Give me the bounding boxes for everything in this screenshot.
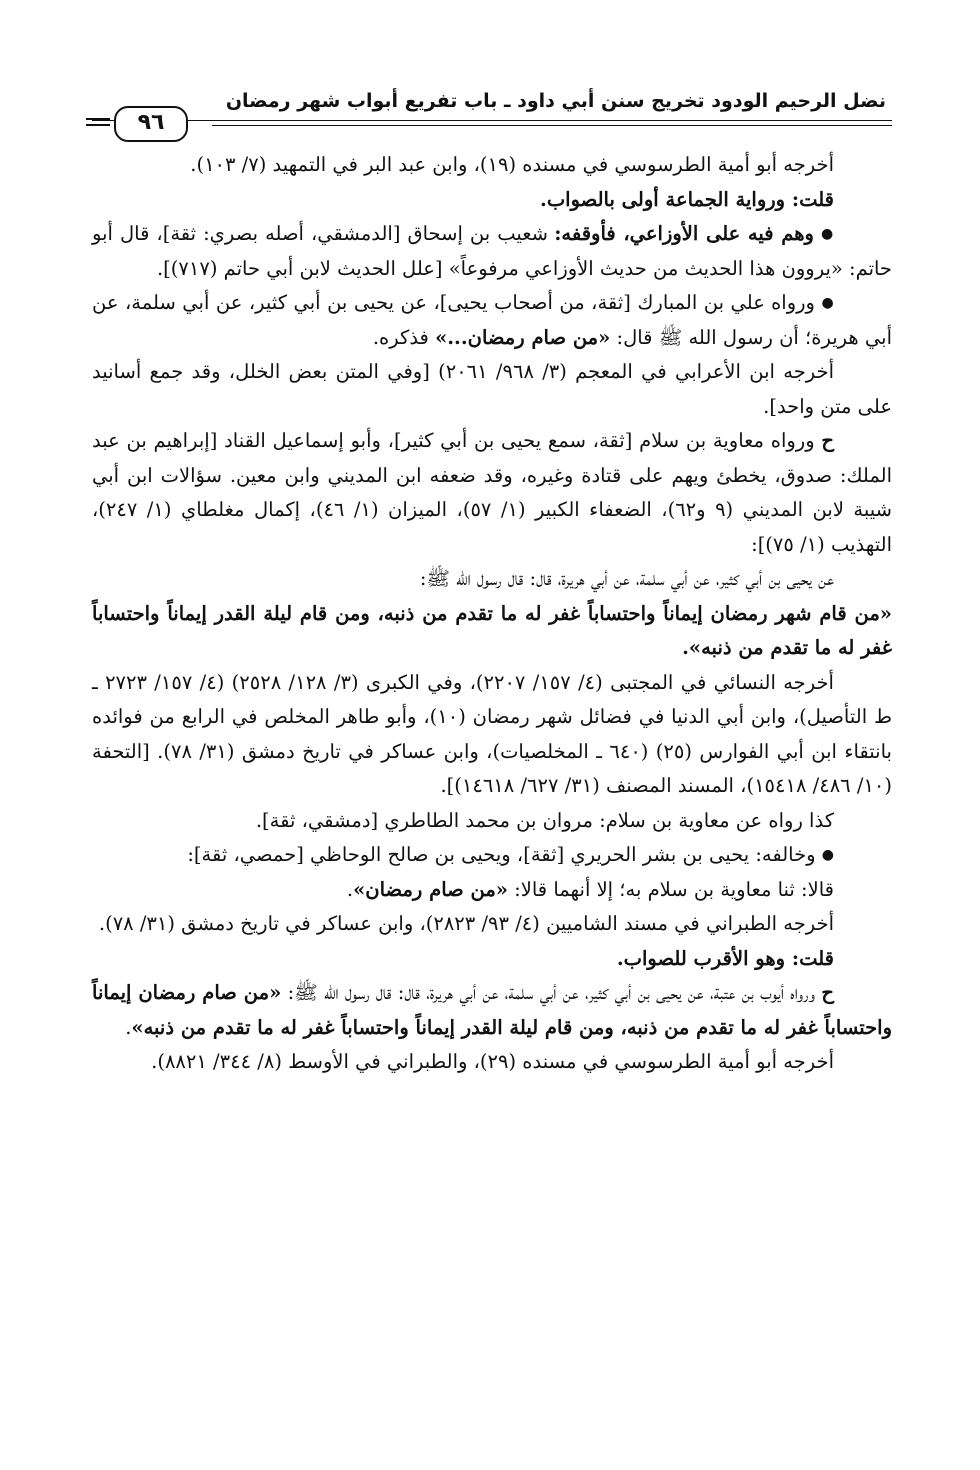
paragraph-text: عن يحيى بن أبي كثير، عن أبي سلمة، عن أبي هريرة، قال: قال رسول الله ﷺ: — [419, 567, 834, 590]
paragraph-text: قلت: ورواية الجماعة أولى بالصواب. — [540, 187, 834, 211]
paragraph — [92, 183, 892, 218]
header-rule-secondary — [212, 125, 892, 126]
hadith-quote: «من قام شهر رمضان إيماناً واحتساباً غفر له ما تقدم من ذنبه، ومن قام ليلة القدر إيماناً واحتساباً غفر له ما تقدم من ذنبه». — [92, 601, 892, 659]
paragraph — [92, 976, 892, 1045]
paragraph-text: كذا رواه عن معاوية بن سلام: مروان بن محمد الطاطري [دمشقي، ثقة]. — [255, 808, 834, 832]
paragraph — [92, 286, 892, 355]
header-dash — [86, 118, 110, 120]
paragraph-text: شعيب بن إسحاق [الدمشقي، أصله بصري: ثقة]، قال أبو حاتم: «يروون هذا الحديث من حديث الأوزاعي مرفوعاً» [علل الحديث لابن أبي حاتم (٧١٧)]. — [92, 222, 892, 280]
hadith-quote: «من صام رمضان» — [353, 877, 508, 901]
paragraph — [92, 942, 892, 977]
paragraph — [92, 838, 892, 873]
paragraph-text: أخرجه الطبراني في مسند الشاميين (٤/ ٩٣/ ٢٨٢٣)، وابن عساكر في تاريخ دمشق (٣١/ ٧٨). — [98, 912, 834, 935]
hadith-quote: «من صام رمضان إيماناً واحتساباً غفر له ما تقدم من ذنبه، ومن قام ليلة القدر إيماناً واحتساباً غفر له ما تقدم من ذنبه» — [92, 981, 892, 1039]
document-page — [92, 80, 892, 1450]
paragraph — [92, 873, 892, 908]
paragraph-text: ورواه أيوب بن عتبة، عن يحيى بن أبي كثير، عن أبي سلمة، عن أبي هريرة، قال: قال رسول الله ﷺ: — [281, 981, 816, 1004]
paragraph — [92, 355, 892, 424]
paragraph-bold-text: وهم فيه على الأوزاعي، فأوقفه: — [554, 222, 814, 245]
paragraph — [92, 907, 892, 942]
paragraph-text: أخرجه أبو أمية الطرسوسي في مسنده (٢٩)، والطبراني في الأوسط (٨/ ٣٤٤/ ٨٨٢١). — [151, 1050, 834, 1073]
paragraph — [92, 562, 892, 597]
paragraph-text: ورواه معاوية بن سلام [ثقة، سمع يحيى بن أبي كثير]، وأبو إسماعيل القناد [إبراهيم بن عبد الملك: صدوق، يخطئ ويهم على قتادة وغيره، وقد ضعفه ابن المديني وابن معين. سؤالات ابن أبي شيبة لابن المديني (٩ و٦٢)، الضعفاء الكبير (١/ ٥٧)، الميزان (١/ ٤٦)، إكمال مغلطاي (١/ ٢٤٧)، التهذيب (١/ ٧٥)]: — [92, 429, 892, 556]
bullet-marker: ● — [821, 847, 834, 863]
bullet-marker: ح — [821, 429, 834, 452]
paragraph-text: فذكره. — [372, 325, 436, 349]
header-dash-secondary — [86, 124, 110, 126]
paragraph-text: . — [346, 877, 354, 901]
running-header — [92, 80, 892, 140]
paragraph-text: وخالفه: يحيى بن بشر الحريري [ثقة]، ويحيى بن صالح الوحاظي [حمصي، ثقة]: — [187, 843, 816, 866]
hadith-quote: «من صام رمضان...» — [435, 325, 611, 349]
bullet-marker: ح — [821, 981, 835, 1004]
paragraph — [92, 666, 892, 804]
paragraph — [92, 217, 892, 286]
paragraph-text: . — [125, 1015, 132, 1039]
paragraph-text: قلت: وهو الأقرب للصواب. — [616, 946, 834, 970]
paragraph-text: أخرجه أبو أمية الطرسوسي في مسنده (١٩)، وابن عبد البر في التمهيد (٧/ ١٠٣). — [190, 153, 834, 176]
bullet-marker: ● — [820, 226, 835, 242]
header-rule — [92, 120, 892, 121]
header-title: نضل الرحيم الودود تخريج سنن أبي داود ـ باب تفريع أبواب شهر رمضان — [225, 90, 886, 112]
paragraph-text: أخرجه النسائي في المجتبى (٤/ ١٥٧/ ٢٢٠٧)، وفي الكبرى (٣/ ١٢٨/ ٢٥٢٨) (٤/ ١٥٧/ ٢٧٢٣ ـ ط التأصيل)، وابن أبي الدنيا في فضائل شهر رمضان (١٠)، وأبو طاهر المخلص في الرابع من فوائده بانتقاء ابن أبي الفوارس (٢٥) (٦٤٠ ـ المخلصيات)، وابن عساكر في تاريخ دمشق (٣١/ ٧٨). [التحفة (١٠/ ٤٨٦/ ١٥٤١٨)، المسند المصنف (٣١/ ٦٢٧/ ١٤٦١٨)]. — [92, 670, 893, 797]
paragraph-text: أخرجه ابن الأعرابي في المعجم (٣/ ٩٦٨/ ٢٠٦١) [وفي المتن بعض الخلل، وقد جمع أسانيد على متن واحد]. — [92, 360, 892, 418]
bullet-marker: ● — [821, 295, 835, 311]
paragraph — [92, 1045, 892, 1080]
paragraph — [92, 148, 892, 183]
paragraph-text: ورواه علي بن المبارك [ثقة، من أصحاب يحيى]، عن يحيى بن أبي كثير، عن أبي سلمة، عن أبي هريرة؛ أن رسول الله ﷺ قال: — [92, 291, 892, 349]
paragraph-text: قالا: ثنا معاوية بن سلام به؛ إلا أنهما قالا: — [507, 877, 834, 901]
page-number: ٩٦ — [114, 106, 188, 142]
paragraph — [92, 804, 892, 839]
hadith-text — [92, 597, 892, 666]
body-text — [92, 148, 892, 1080]
paragraph — [92, 424, 892, 562]
